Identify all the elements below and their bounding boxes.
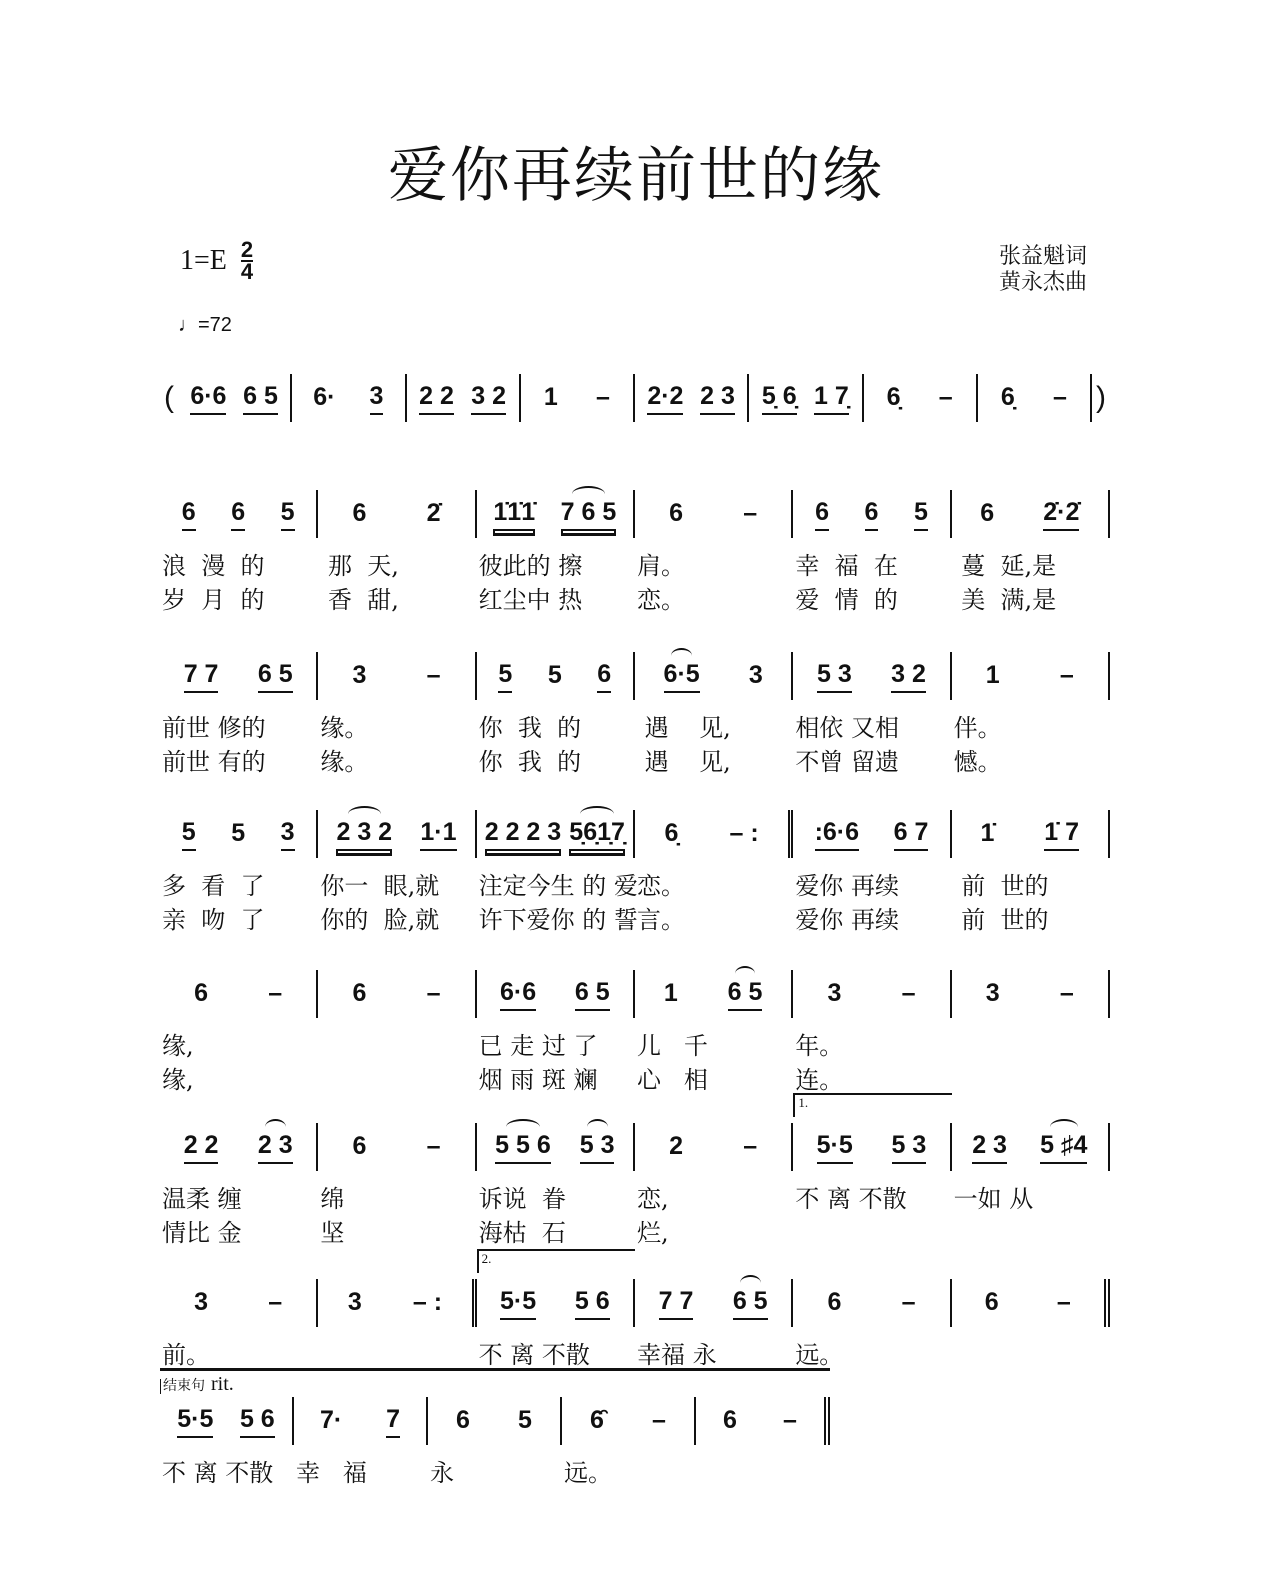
- measure-notes: [521, 374, 635, 422]
- note-group: 6̣: [1000, 382, 1015, 411]
- measure-notes: [793, 970, 951, 1018]
- notes-row: [160, 1251, 1110, 1369]
- measure: [318, 810, 476, 934]
- note-group: 6 5: [258, 660, 293, 693]
- lyric-verse-1: 不 离 不散: [478, 1341, 590, 1369]
- note-group: 2 2 2 3: [485, 818, 561, 851]
- note-group: 6: [352, 1131, 367, 1160]
- lyric-verse-2: 心 相: [636, 1066, 708, 1094]
- measure-notes: [160, 652, 318, 700]
- measure: [318, 490, 476, 614]
- notes-row: [160, 810, 1110, 934]
- measure: [428, 1397, 562, 1487]
- note-group: –: [901, 978, 916, 1007]
- note-group: 3: [370, 382, 384, 415]
- ending-name: 结束句: [160, 1379, 205, 1394]
- note-group: 6̑: [590, 1405, 604, 1434]
- lyric-verse-1: 前 世的: [953, 872, 1049, 900]
- measure: [793, 1279, 951, 1369]
- note-group: 2: [669, 1131, 684, 1160]
- note-group: –: [426, 978, 441, 1007]
- note-group: 1·1: [420, 818, 456, 851]
- lyric-verse-1: 永: [430, 1459, 454, 1487]
- measure-notes: [160, 490, 318, 538]
- lyric-verse-1: 缘。: [320, 714, 369, 742]
- note-group: 2·2: [647, 382, 683, 415]
- measure: [793, 490, 951, 614]
- note-group: 6·5: [664, 660, 700, 693]
- note-group: –: [743, 1131, 758, 1160]
- measure-notes: [793, 810, 951, 858]
- note-group: 6: [456, 1405, 470, 1434]
- note-group: 7: [386, 1405, 400, 1438]
- note-group: 6: [231, 498, 245, 531]
- note-group: 6: [194, 978, 209, 1007]
- lyric-verse-2: 你 我 的: [478, 748, 582, 776]
- measure-notes: [952, 970, 1110, 1018]
- open-paren: (: [164, 381, 174, 414]
- note-group: 5̣ 6̣: [762, 382, 797, 415]
- lyric-verse-2: 海枯 石: [478, 1219, 566, 1247]
- notes-row: [160, 1397, 830, 1487]
- note-group: –: [783, 1405, 797, 1434]
- lyric-verse-1: 远。: [795, 1341, 844, 1369]
- note-group: 3: [827, 978, 842, 1007]
- lyric-verse-1: 相依 又相: [795, 714, 899, 742]
- note-group: –: [595, 382, 610, 411]
- note-group: 2 3: [700, 382, 735, 415]
- measure-notes: [160, 810, 318, 858]
- lyric-verse-1: 遇 见,: [636, 714, 731, 742]
- note-group: 6̣: [886, 382, 901, 411]
- notes-row: [160, 490, 1110, 614]
- note-group: 1̇1̇1̇: [493, 498, 535, 531]
- measure: [318, 1123, 476, 1247]
- measure: [952, 1123, 1110, 1213]
- measure: [864, 374, 978, 422]
- note-group: 3: [985, 978, 1000, 1007]
- measure-notes: [952, 810, 1110, 858]
- composer: 黄永杰曲: [998, 270, 1087, 295]
- lyric-verse-2: 亲 吻 了: [162, 906, 265, 934]
- measure-notes: [477, 1279, 635, 1327]
- note-group: 6 5: [243, 382, 278, 415]
- note-group: 7 7: [184, 660, 219, 693]
- measure-notes: [978, 374, 1092, 422]
- note-group: 2 3 2: [336, 818, 392, 851]
- lyric-verse-1: 年。: [795, 1032, 844, 1060]
- note-group: –: [901, 1287, 916, 1316]
- lyric-verse-2: 言。: [636, 906, 685, 934]
- staff-system: [160, 490, 1110, 614]
- volta-bracket: 1.: [793, 1093, 951, 1117]
- note-group: 5 3: [817, 660, 852, 693]
- note-group: 1̇: [980, 818, 995, 847]
- measure-notes: [160, 1279, 318, 1327]
- note-group: :6·6: [815, 818, 859, 851]
- time-bottom: 4: [240, 259, 254, 284]
- notes-row: [160, 970, 1110, 1094]
- measure: [160, 970, 318, 1094]
- lyric-verse-2: 红尘中 热: [478, 586, 583, 614]
- staff-system: [160, 970, 1110, 1094]
- note-group: 7·: [319, 1405, 343, 1434]
- note-group: 5·5: [177, 1405, 213, 1438]
- note-group: 5 3: [892, 1131, 927, 1164]
- measure: [635, 1123, 793, 1247]
- note-group: 5: [231, 818, 246, 847]
- note-group: 3 2: [891, 660, 926, 693]
- measure-notes: [178, 374, 292, 422]
- note-group: 2̇: [426, 498, 441, 527]
- volta-bracket: 2.: [477, 1249, 635, 1273]
- lyric-verse-1: 伴。: [953, 714, 1002, 742]
- lyric-verse-1: 蔓 延,是: [953, 552, 1057, 580]
- note-group: 5·5: [817, 1131, 853, 1164]
- measure-notes: [952, 1279, 1110, 1327]
- note-group: 6: [984, 1287, 999, 1316]
- measure: [793, 810, 951, 934]
- lyric-verse-1: 那 天,: [320, 552, 399, 580]
- measure-notes: [477, 970, 635, 1018]
- measure: [477, 490, 635, 614]
- song-title: 爱你再续前世的缘: [388, 141, 884, 211]
- notes-row: [160, 374, 1110, 422]
- measure: [477, 810, 638, 934]
- note-group: 6·6: [190, 382, 226, 415]
- note-group: 3: [194, 1287, 209, 1316]
- measure: [635, 652, 793, 776]
- lyric-verse-2: 情比 金: [162, 1219, 242, 1247]
- note-group: –: [268, 1287, 283, 1316]
- measure-notes: [952, 490, 1110, 538]
- lyric-verse-1: 幸福 永: [636, 1341, 717, 1369]
- measure-notes: [952, 652, 1110, 700]
- lyric-verse-1: 浪 漫 的: [162, 552, 265, 580]
- lyric-verse-1: 诉说 眷: [478, 1185, 566, 1213]
- key-label: 1=E: [180, 245, 227, 276]
- note-group: – :: [729, 818, 759, 847]
- note-group: 6: [827, 1287, 842, 1316]
- measure-notes: [635, 1279, 793, 1327]
- measure: [696, 1397, 830, 1445]
- note-group: 5 5 6: [495, 1131, 551, 1164]
- measure: [318, 652, 476, 776]
- tempo-marking: ♩=72: [178, 314, 232, 336]
- measure: [952, 810, 1110, 934]
- lyric-verse-1: 恋。: [636, 872, 685, 900]
- measure-notes: [562, 1397, 696, 1445]
- note-group: 6: [723, 1405, 737, 1434]
- measure: [292, 374, 406, 422]
- staff-system: [160, 1251, 1110, 1369]
- measure: [160, 810, 318, 934]
- measure-notes: [864, 374, 978, 422]
- lyric-verse-2: 烟 雨 斑 斓: [478, 1066, 598, 1094]
- lyric-verse-1: 前。: [162, 1341, 210, 1369]
- measure: [793, 970, 951, 1094]
- lyric-verse-2: 恋。: [636, 586, 685, 614]
- note-group: 6: [352, 978, 367, 1007]
- measure: [477, 1251, 635, 1369]
- measure-notes: [635, 490, 793, 538]
- note-group: 5̣6̣1̣7̣: [569, 818, 625, 851]
- lyric-verse-1: 远。: [564, 1459, 612, 1487]
- lyric-verse-2: 爱 情 的: [795, 586, 898, 614]
- time-top: 2: [240, 237, 254, 262]
- lyric-verse-2: 许下爱你 的 誓: [478, 906, 638, 934]
- measure: [318, 970, 476, 1018]
- lyric-verse-2: 爱你 再续: [795, 906, 899, 934]
- measure-notes: [477, 652, 635, 700]
- lyric-verse-2: 缘。: [320, 748, 369, 776]
- lyric-verse-1: 你 我 的: [478, 714, 582, 742]
- note-group: 5: [281, 498, 295, 531]
- lyric-verse-1: 肩。: [636, 552, 685, 580]
- note-group: –: [426, 1131, 441, 1160]
- measure-notes: [793, 652, 951, 700]
- measure-notes: [696, 1397, 830, 1445]
- lyric-verse-1: 已 走 过 了: [478, 1032, 598, 1060]
- measure: [978, 374, 1092, 422]
- note-group: 6: [669, 498, 684, 527]
- measure: [160, 1123, 318, 1247]
- measure: [793, 1095, 951, 1213]
- lyric-verse-1: 前世 修的: [162, 714, 266, 742]
- note-group: 5·5: [500, 1287, 536, 1320]
- note-group: 1̇ 7: [1044, 818, 1079, 851]
- note-group: –: [1059, 978, 1074, 1007]
- note-group: 5: [914, 498, 928, 531]
- note-group: 3: [281, 818, 295, 851]
- lyric-verse-1: 爱你 再续: [795, 872, 899, 900]
- measure: [407, 374, 521, 422]
- note-group: 5 6: [240, 1405, 275, 1438]
- note-group: 5: [498, 660, 512, 693]
- note-group: 6: [865, 498, 879, 531]
- measure-notes: [318, 1279, 476, 1327]
- note-group: 6 5: [733, 1287, 768, 1320]
- note-group: 7 6 5: [561, 498, 617, 531]
- measure: [749, 374, 863, 422]
- measure-notes: [292, 374, 406, 422]
- note-group: 5: [547, 660, 562, 689]
- note-group: 6̣: [664, 818, 679, 847]
- measure-notes: [318, 490, 476, 538]
- note-group: 6: [980, 498, 995, 527]
- lyric-verse-2: 烂,: [636, 1219, 669, 1247]
- note-group: 3 2: [471, 382, 506, 415]
- note-group: 6·6: [500, 978, 536, 1011]
- lyric-verse-1: 恋,: [636, 1185, 669, 1213]
- credits: [999, 244, 1087, 296]
- lyric-verse-1: 不 离 不散: [795, 1185, 907, 1213]
- note-group: 6 7: [894, 818, 929, 851]
- measure: [178, 374, 292, 422]
- measure: [562, 1397, 696, 1487]
- note-group: 1: [663, 978, 678, 1007]
- note-group: 5: [182, 818, 196, 851]
- measure: [635, 810, 793, 934]
- measure-notes: [635, 374, 749, 422]
- measure: [160, 1279, 318, 1369]
- measure: [160, 490, 318, 614]
- lyric-verse-2: 岁 月 的: [162, 586, 265, 614]
- note-group: 5 ♯4: [1040, 1131, 1087, 1164]
- note-group: 2̇·2̇: [1043, 498, 1079, 531]
- note-group: –: [268, 978, 283, 1007]
- measure: [952, 970, 1110, 1018]
- note-group: 2 2: [419, 382, 454, 415]
- lyric-verse-1: 注定今生 的 爱: [478, 872, 638, 900]
- lyric-verse-2: 憾。: [953, 748, 1002, 776]
- note-group: –: [743, 498, 758, 527]
- note-group: 3: [347, 1287, 362, 1316]
- lyric-verse-2: 前世 有的: [162, 748, 266, 776]
- measure: [521, 374, 635, 422]
- measure: [952, 490, 1110, 614]
- lyric-verse-1: 儿 千: [636, 1032, 708, 1060]
- measure: [635, 1279, 793, 1369]
- note-group: –: [1059, 660, 1074, 689]
- lyric-verse-2: 坚: [320, 1219, 345, 1247]
- measure-notes: [318, 652, 476, 700]
- note-group: –: [1052, 382, 1067, 411]
- note-group: 6: [352, 498, 367, 527]
- measure: [477, 652, 635, 776]
- notes-row: [160, 652, 1110, 776]
- staff-system: [160, 374, 1110, 422]
- measure-notes: [477, 810, 635, 858]
- measure-notes: [160, 1123, 318, 1171]
- measure-notes: [635, 1123, 793, 1171]
- ending-label: [160, 1368, 830, 1396]
- lyric-verse-1: 不 离 不散: [162, 1459, 274, 1487]
- measure-notes: [160, 970, 318, 1018]
- note-group: 6: [182, 498, 196, 531]
- measure: [477, 1123, 635, 1247]
- measure: [294, 1397, 428, 1487]
- lyric-verse-1: 温柔 缠: [162, 1185, 242, 1213]
- note-group: 7 7: [659, 1287, 694, 1320]
- measure-notes: [952, 1123, 1110, 1171]
- lyric-verse-1: 幸 福: [296, 1459, 367, 1487]
- key-signature: [180, 237, 254, 284]
- ritardando-mark: rit.: [211, 1373, 234, 1395]
- lyric-verse-1: 绵: [320, 1185, 345, 1213]
- lyricist: 张益魁词: [998, 244, 1087, 269]
- measure-notes: [749, 374, 863, 422]
- measure: [635, 490, 793, 614]
- time-signature: [240, 237, 254, 284]
- measure: [635, 374, 749, 422]
- staff-system: [160, 1397, 830, 1487]
- note-group: 2 2: [184, 1131, 219, 1164]
- measure-notes: [318, 810, 476, 858]
- measure-notes: [477, 1123, 635, 1171]
- measure-notes: [793, 1123, 951, 1171]
- lyric-verse-2: 不曾 留遗: [795, 748, 899, 776]
- measure-notes: [318, 970, 476, 1018]
- measure-notes: [160, 1397, 294, 1445]
- measure-notes: [407, 374, 521, 422]
- note-group: 6: [815, 498, 829, 531]
- note-group: 1: [543, 382, 558, 411]
- measure: [318, 1279, 476, 1327]
- note-group: 2 3: [972, 1131, 1007, 1164]
- measure-notes: [635, 652, 793, 700]
- note-group: 6: [597, 660, 611, 693]
- note-group: 6 5: [575, 978, 610, 1011]
- measure-notes: [793, 1279, 951, 1327]
- note-group: –: [652, 1405, 666, 1434]
- lyric-verse-2: 你的 脸,就: [320, 906, 440, 934]
- measure-notes: [477, 490, 635, 538]
- lyric-verse-2: 美 满,是: [953, 586, 1057, 614]
- note-group: 6 5: [728, 978, 763, 1011]
- note-group: 5 3: [580, 1131, 615, 1164]
- lyric-verse-1: 多 看 了: [162, 872, 265, 900]
- close-paren: ): [1096, 381, 1106, 414]
- measure: [635, 970, 793, 1094]
- measure: [793, 652, 951, 776]
- lyric-verse-1: 幸 福 在: [795, 552, 898, 580]
- lyric-verse-2: 缘,: [162, 1066, 194, 1094]
- staff-system: [160, 1095, 1110, 1247]
- measure: [160, 1397, 294, 1487]
- measure: [477, 970, 635, 1094]
- note-group: –: [938, 382, 953, 411]
- note-group: –: [426, 660, 441, 689]
- lyric-verse-2: 连。: [795, 1066, 844, 1094]
- note-group: –: [1056, 1287, 1071, 1316]
- note-group: 6·: [313, 382, 336, 411]
- measure: [952, 1279, 1110, 1327]
- lyric-verse-1: 缘,: [162, 1032, 194, 1060]
- notes-row: [160, 1095, 1110, 1247]
- measure-notes: [318, 1123, 476, 1171]
- note-group: 1: [985, 660, 1000, 689]
- staff-system: [160, 810, 1110, 934]
- measure: [160, 652, 318, 776]
- staff-system: [160, 652, 1110, 776]
- lyric-verse-2: 遇 见,: [636, 748, 731, 776]
- note-group: 3: [748, 660, 763, 689]
- lyric-verse-1: 一如 从: [953, 1185, 1034, 1213]
- measure-notes: [793, 490, 951, 538]
- lyric-verse-2: 香 甜,: [320, 586, 399, 614]
- note-group: 1 7̣: [814, 382, 849, 415]
- measure: [952, 652, 1110, 776]
- note-group: 5: [518, 1405, 532, 1434]
- note-group: 5 6: [575, 1287, 610, 1320]
- lyric-verse-1: 你一 眼,就: [320, 872, 440, 900]
- note-group: 2 3: [258, 1131, 293, 1164]
- measure-notes: [428, 1397, 562, 1445]
- lyric-verse-2: 前 世的: [953, 906, 1049, 934]
- measure-notes: [635, 810, 793, 858]
- note-group: 3: [352, 660, 367, 689]
- note-group: – :: [412, 1287, 443, 1316]
- measure-notes: [294, 1397, 428, 1445]
- measure-notes: [635, 970, 793, 1018]
- lyric-verse-1: 彼此的 擦: [478, 552, 583, 580]
